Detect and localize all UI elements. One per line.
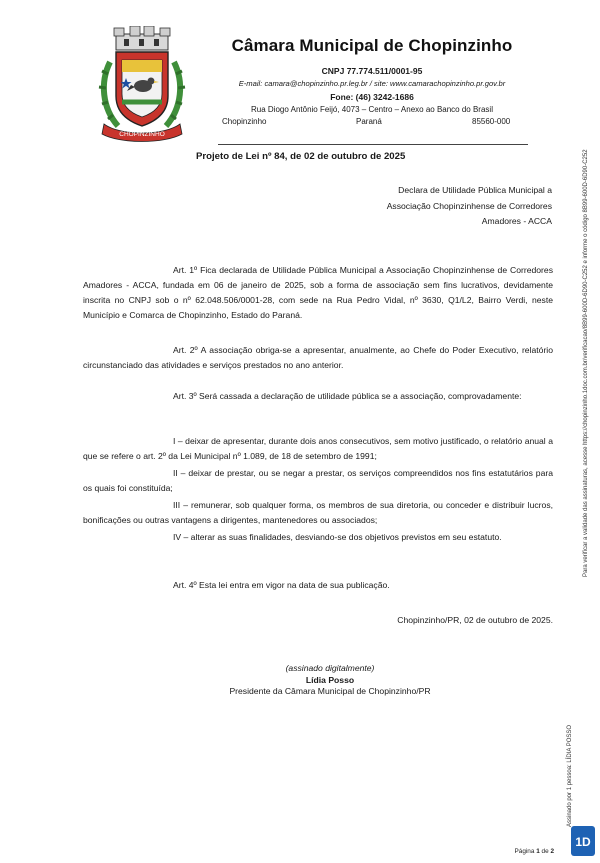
cnpj: CNPJ 77.774.511/0001-95 [321,66,423,76]
header-divider [218,144,528,145]
city-line [196,117,548,129]
article-3-item-iii: III – remunerar, sob qualquer forma, os membros de sua diretoria, ou conceder e distribuir lucros, bonificações ou outras vantagens a dirigentes, mantenedores ou associados; [83,500,553,525]
article-3-item-ii: II – deixar de prestar, ou se negar a prestar, os serviços compreendidos nos fins estatutários para os quais foi constituída; [83,468,553,493]
page-total: 2 [550,848,554,855]
municipal-crest-icon [96,26,188,144]
address: Rua Diogo Antônio Feijó, 4073 – Centro – Anexo ao Banco do Brasil [251,105,493,114]
article-3: Art. 3º Será cassada a declaração de utilidade pública se a associação, comprovadamente: [173,391,522,401]
phone: Fone: (46) 3242-1686 [330,92,414,102]
crest-ribbon-text: CHOPINZINHO [119,131,165,138]
verification-link-text[interactable]: Para verificar a validade das assinaturas, acesse https://chopinzinho.1doc.com.br/verificacao/8B99-600D-6D90-C252 e informe o código 8B99-600D-6D90-C252 [583,149,589,577]
signer-name: Lídia Posso [305,674,355,685]
1doc-logo-icon[interactable] [571,826,595,856]
signer-role: Presidente da Câmara Municipal de Chopinzinho/PR [229,686,431,696]
article-3-item-iv: IV – alterar as suas finalidades, desviando-se dos objetivos previstos em seu estatuto. [173,532,502,542]
ementa [340,183,552,230]
page-number [480,848,554,855]
ementa-line: Associação Chopinzinhense de Corredores [386,200,552,211]
article-1: Art. 1º Fica declarada de Utilidade Pública Municipal a Associação Chopinzinhense de Corredores Amadores - ACCA, fundada em 06 de janeiro de 2025, sob a forma de associação sem fins lucrativos, devidamente inscrita no CNPJ sob o nº 62.048.506/0001-28, com sede na Rua Pedro Vidal, nº 3630, Q1/L2, Bairro Verdi, neste Município e Comarca de Chopinzinho, Estado do Paraná. [83,265,553,320]
document-title: Projeto de Lei nº 84, de 02 de outubro de 2025 [196,151,406,162]
letterhead [196,36,548,129]
zip-code: 85560-000 [472,117,511,126]
article-3-item-i: I – deixar de apresentar, durante dois anos consecutivos, sem motivo justificado, o relatório anual a que se refere o art. 2º da Lei Municipal nº 1.089, de 18 de setembro de 1991; [83,436,553,461]
digital-signature-note: (assinado digitalmente) [285,663,375,673]
ementa-line: Declara de Utilidade Pública Municipal a [398,185,552,195]
signature-block [180,663,480,698]
signed-by-text: Assinado por 1 pessoa: LÍDIA POSSO [567,724,573,827]
city: Chopinzinho [222,117,267,126]
place-and-date: Chopinzinho/PR, 02 de outubro de 2025. [397,615,553,625]
signature-verification-note [566,567,588,827]
institution-name: Câmara Municipal de Chopinzinho [231,36,513,55]
page-of: de [541,848,549,855]
state: Paraná [356,117,382,126]
page-current: 1 [536,848,540,855]
logo-text: 1D [575,835,591,849]
contact-email-site: E-mail: camara@chopinzinho.pr.leg.br / site: www.camarachopinzinho.pr.gov.br [238,79,506,88]
page-label: Página [514,848,535,855]
ementa-line: Amadores - ACCA [481,216,552,226]
article-4: Art. 4º Esta lei entra em vigor na data de sua publicação. [173,580,390,590]
article-2: Art. 2º A associação obriga-se a apresentar, anualmente, ao Chefe do Poder Executivo, relatório circunstanciado das atividades e serviços prestados no ano anterior. [83,345,553,370]
